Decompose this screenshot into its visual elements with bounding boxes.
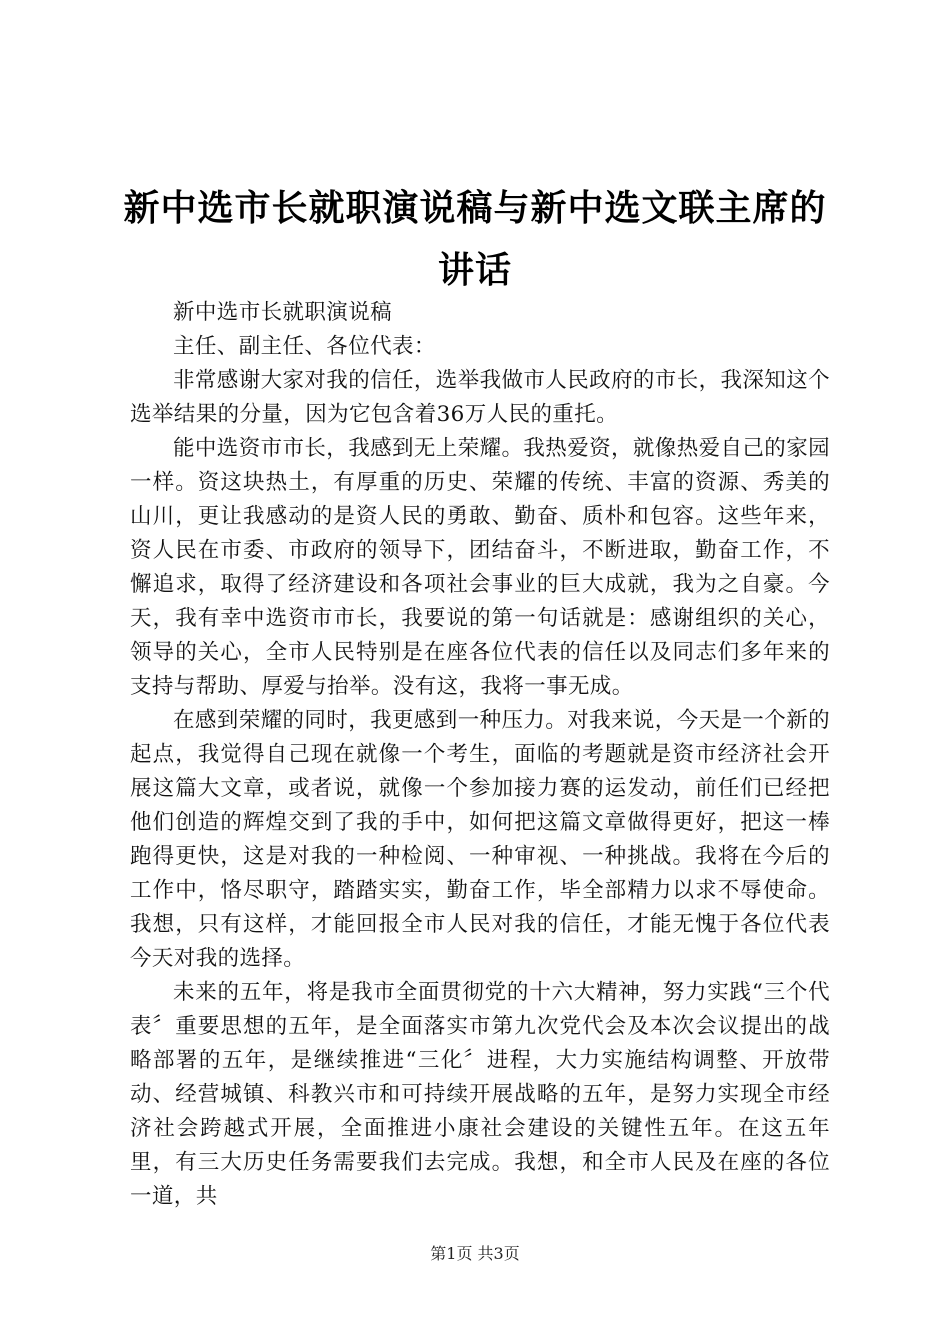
paragraph: 未来的五年，将是我市全面贯彻党的十六大精神，努力实践“三个代表〞重要思想的五年，是全面落实市第九次党代会及本次会议提出的战略部署的五年，是继续推进“三化〞进程，大力实施结构调整、开放带动、经营城镇、科教兴市和可持续开展战略的五年，是努力实现全市经济社会跨越式开展，全面推进小康社会建设的关键性五年。在这五年里，有三大历史任务需要我们去完成。我想，和全市人民及在座的各位一道，共	[130, 980, 830, 1209]
document-title: 新中选市长就职演说稿与新中选文联主席的讲话	[123, 188, 827, 291]
page-footer: 第1页 共3页	[430, 1244, 520, 1263]
paragraph: 非常感谢大家对我的信任，选举我做市人民政府的市长，我深知这个选举结果的分量，因为它包含着36万人民的重托。	[130, 368, 831, 427]
document-body	[130, 296, 830, 1214]
paragraph: 能中选资市市长，我感到无上荣耀。我热爱资，就像热爱自己的家园一样。资这块热土，有厚重的历史、荣耀的传统、丰富的资源、秀美的山川，更让我感动的是资人民的勇敢、勤奋、质朴和包容。这些年来，资人民在市委、市政府的领导下，团结奋斗，不断进取，勤奋工作，不懈追求，取得了经济建设和各项社会事业的巨大成就，我为之自豪。今天，我有幸中选资市市长，我要说的第一句话就是：感谢组织的关心，领导的关心，全市人民特别是在座各位代表的信任以及同志们多年来的支持与帮助、厚爱与抬举。没有这，我将一事无成。	[130, 436, 831, 699]
salutation: 主任、副主任、各位代表：	[173, 334, 436, 359]
section-heading: 新中选市长就职演说稿	[173, 300, 393, 325]
paragraph: 在感到荣耀的同时，我更感到一种压力。对我来说，今天是一个新的起点，我觉得自己现在就像一个考生，面临的考题就是资市经济社会开展这篇大文章，或者说，就像一个参加接力赛的运发动，前任们已经把他们创造的辉煌交到了我的手中，如何把这篇文章做得更好，把这一棒跑得更快，这是对我的一种检阅、一种审视、一种挑战。我将在今后的工作中，恪尽职守，踏踏实实，勤奋工作，毕全部精力以求不辱使命。我想，只有这样，才能回报全市人民对我的信任，才能无愧于各位代表今天对我的选择。	[130, 708, 831, 971]
